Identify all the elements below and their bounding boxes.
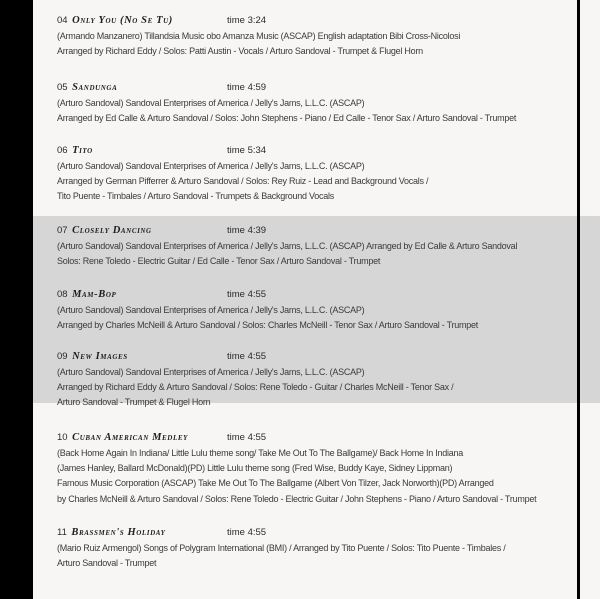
track-header xyxy=(57,349,572,365)
track-time: time 3:24 xyxy=(227,15,267,26)
track-number: 11 xyxy=(57,527,67,538)
credit-line: Arturo Sandoval - Trumpet xyxy=(57,558,157,569)
credit-line: Famous Music Corporation (ASCAP) Take Me Out To The Ballgame (Albert Von Tilzer, Jack Norworth)(PD) Arranged xyxy=(57,478,494,489)
liner-notes-page xyxy=(33,0,577,599)
track-number: 06 xyxy=(57,145,68,156)
track-title: Only You (No Se Tu) xyxy=(72,15,173,26)
edge-strip xyxy=(580,216,600,403)
track-time: time 4:55 xyxy=(227,432,267,443)
track-header xyxy=(57,525,572,541)
credit-line: Arranged by Ed Calle & Arturo Sandoval / Solos: John Stephens - Piano / Ed Calle - Tenor Sax / Arturo Sandoval - Trumpet xyxy=(57,113,517,124)
edge-strip xyxy=(580,403,600,599)
edge-strip xyxy=(580,0,600,216)
track-title: Cuban American Medley xyxy=(72,432,188,443)
track-title: Brassmen's Holiday xyxy=(71,527,166,538)
credit-line: Solos: Rene Toledo - Electric Guitar / Ed Calle - Tenor Sax / Arturo Sandoval - Trumpet xyxy=(57,256,381,267)
credit-line: Arturo Sandoval - Trumpet & Flugel Horn xyxy=(57,397,211,408)
track-title: New Images xyxy=(72,351,128,362)
track-header xyxy=(57,430,572,446)
credit-line: Arranged by German Pifferrer & Arturo Sandoval / Solos: Rey Ruiz - Lead and Background Vocals / xyxy=(57,176,429,187)
credit-line: (Arturo Sandoval) Sandoval Enterprises of America / Jelly's Jams, L.L.C. (ASCAP) Arranged by Ed Calle & Arturo Sandoval xyxy=(57,241,518,251)
track-07 xyxy=(57,223,572,269)
track-header xyxy=(57,223,572,239)
credit-line: Arranged by Richard Eddy & Arturo Sandoval / Solos: Rene Toledo - Guitar / Charles McNeill - Tenor Sax / xyxy=(57,382,454,393)
track-time: time 4:55 xyxy=(227,351,267,362)
credit-line: Tito Puente - Timbales / Arturo Sandoval - Trumpets & Background Vocals xyxy=(57,191,335,202)
track-09 xyxy=(57,349,572,411)
track-time: time 4:39 xyxy=(227,225,267,236)
track-title: Tito xyxy=(72,145,93,156)
track-title: Closely Dancing xyxy=(72,225,152,236)
credit-line: (Arturo Sandoval) Sandoval Enterprises of America / Jelly's Jams, L.L.C. (ASCAP) xyxy=(57,305,365,315)
track-05 xyxy=(57,80,572,126)
credit-line: (Back Home Again In Indiana/ Little Lulu theme song/ Take Me Out To The Ballgame)/ Back Home In Indiana xyxy=(57,448,463,458)
track-number: 10 xyxy=(57,432,68,443)
credit-line: Arranged by Charles McNeill & Arturo Sandoval / Solos: Charles McNeill - Tenor Sax / Arturo Sandoval - Trumpet xyxy=(57,320,479,331)
track-number: 08 xyxy=(57,289,68,300)
track-number: 07 xyxy=(57,225,68,236)
track-04 xyxy=(57,13,572,59)
credit-line: (James Hanley, Ballard McDonald)(PD) Little Lulu theme song (Fred Wise, Buddy Kaye, Sidney Lippman) xyxy=(57,463,453,474)
track-title: Mam-Bop xyxy=(72,289,117,300)
track-title: Sandunga xyxy=(72,82,118,93)
track-number: 09 xyxy=(57,351,68,362)
track-06 xyxy=(57,143,572,205)
track-11 xyxy=(57,525,572,571)
track-time: time 4:55 xyxy=(227,527,267,538)
track-header xyxy=(57,143,572,159)
credit-line: (Arturo Sandoval) Sandoval Enterprises of America / Jelly's Jams, L.L.C. (ASCAP) xyxy=(57,367,365,377)
track-10 xyxy=(57,430,572,507)
credit-line: (Arturo Sandoval) Sandoval Enterprises of America / Jelly's Jams, L.L.C. (ASCAP) xyxy=(57,161,365,171)
track-header xyxy=(57,287,572,303)
credit-line: Arranged by Richard Eddy / Solos: Patti Austin - Vocals / Arturo Sandoval - Trumpet & Flugel Horn xyxy=(57,46,423,57)
track-header xyxy=(57,13,572,29)
credit-line: (Arturo Sandoval) Sandoval Enterprises of America / Jelly's Jams, L.L.C. (ASCAP) xyxy=(57,98,365,108)
track-header xyxy=(57,80,572,96)
credit-line: (Mario Ruiz Armengol) Songs of Polygram International (BMI) / Arranged by Tito Puente / Solos: Tito Puente - Timbales / xyxy=(57,543,506,553)
track-08 xyxy=(57,287,572,333)
track-time: time 5:34 xyxy=(227,145,267,156)
credit-line: (Armando Manzanero) Tillandsia Music obo Amanza Music (ASCAP) English adaptation Bibi Cross-Nicolosi xyxy=(57,31,461,41)
track-number: 04 xyxy=(57,15,68,26)
track-number: 05 xyxy=(57,82,68,93)
credit-line: by Charles McNeill & Arturo Sandoval / Solos: Rene Toledo - Electric Guitar / John Stephens - Piano / Arturo Sandoval - Trumpet xyxy=(57,493,537,504)
track-time: time 4:59 xyxy=(227,82,267,93)
track-time: time 4:55 xyxy=(227,289,267,300)
